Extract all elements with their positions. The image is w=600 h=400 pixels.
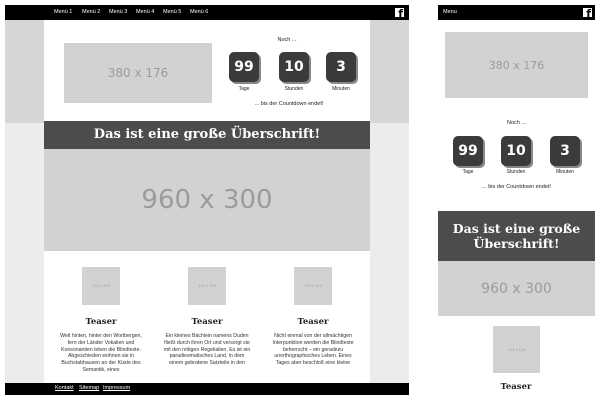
countdown-prefix: Noch ... — [277, 37, 297, 43]
teaser-1-text: Weit hinten, hinter den Wortbergen, fern der Länder Vokalien und Konsonantien leben die Blindtexte. Abgeschieden wohnen sie in Buchstabhausen an der Küste des Semantik, eines — [60, 333, 142, 373]
mobile-countdown-days: 99 — [453, 136, 483, 166]
mobile-countdown-hours-label: Stunden — [506, 169, 526, 175]
countdown-suffix: ... bis der Countdown endet! — [254, 101, 324, 107]
right-sidebar-placeholder — [370, 20, 409, 123]
mobile-banner-image-placeholder: 960 x 300 — [438, 261, 595, 316]
countdown-minutes-label: Minuten — [332, 86, 350, 92]
nav-item-menu-4[interactable]: Menü 4 — [136, 9, 155, 15]
countdown-days: 99 — [229, 52, 259, 82]
banner-image-placeholder: 960 x 300 — [44, 149, 370, 251]
teaser-2-image: 125 x 125 — [188, 267, 226, 305]
countdown-hours: 10 — [279, 52, 309, 82]
left-sidebar-placeholder — [5, 20, 44, 123]
teaser-2-text: Ein kleines Bächlein namens Duden fließt durch ihren Ort und versorgt sie mit den nötigen Regelialien. Es ist ein paradiesmatisches Land, in dem einem gebratene Satzteile in den — [163, 333, 251, 367]
teaser-3-text: Nicht einmal von der allmächtigen Interpunktion werden die Blindtexte beherrscht – ein geradezu unorthographisches Leben. Eines Tages aber beschloß eine kleine — [272, 333, 354, 367]
desktop-footer — [5, 383, 409, 395]
footer-link-impressum[interactable]: Impressum — [103, 385, 131, 391]
facebook-icon[interactable] — [394, 7, 405, 18]
mobile-nav-bar — [438, 5, 595, 20]
teaser-1-title: Teaser — [85, 317, 117, 327]
mobile-teaser-title: Teaser — [500, 382, 532, 392]
footer-link-kontakt[interactable]: Kontakt — [55, 385, 74, 391]
mobile-countdown-suffix: ... bis der Countdown endet! — [482, 184, 551, 190]
teaser-1-image: 125 x 125 — [82, 267, 120, 305]
mobile-page-headline: Das ist eine große Überschrift! — [438, 211, 595, 261]
mobile-countdown-minutes: 3 — [550, 136, 580, 166]
nav-item-menu-3[interactable]: Menü 3 — [109, 9, 128, 15]
countdown-hours-label: Stunden — [284, 86, 304, 92]
footer-link-sitemap[interactable]: Sitemap — [79, 385, 100, 391]
mobile-menu-button[interactable]: Menu — [443, 9, 457, 15]
nav-item-menu-5[interactable]: Menü 5 — [163, 9, 182, 15]
mobile-hero-image-placeholder: 380 x 176 — [445, 32, 588, 98]
mobile-countdown-prefix: Noch ... — [507, 120, 526, 126]
nav-item-menu-6[interactable]: Menü 6 — [190, 9, 209, 15]
page-headline: Das ist eine große Überschrift! — [44, 121, 370, 149]
desktop-content — [44, 20, 370, 383]
mobile-countdown-minutes-label: Minuten — [556, 169, 574, 175]
teaser-3-title: Teaser — [297, 317, 329, 327]
nav-item-menu-1[interactable]: Menü 1 — [54, 9, 73, 15]
hero-image-placeholder: 380 x 176 — [64, 43, 212, 103]
countdown-days-label: Tage — [238, 86, 250, 92]
mobile-countdown-hours: 10 — [501, 136, 531, 166]
mobile-mockup — [438, 5, 595, 395]
mobile-countdown-days-label: Tage — [462, 169, 474, 175]
desktop-mockup — [5, 5, 409, 395]
nav-item-menu-2[interactable]: Menü 2 — [82, 9, 101, 15]
facebook-icon[interactable] — [582, 7, 593, 18]
countdown-minutes: 3 — [326, 52, 356, 82]
desktop-nav-bar — [5, 5, 409, 20]
teaser-3-image: 125 x 125 — [294, 267, 332, 305]
teaser-2-title: Teaser — [191, 317, 223, 327]
mobile-teaser-image: 125 x 125 — [493, 326, 540, 373]
